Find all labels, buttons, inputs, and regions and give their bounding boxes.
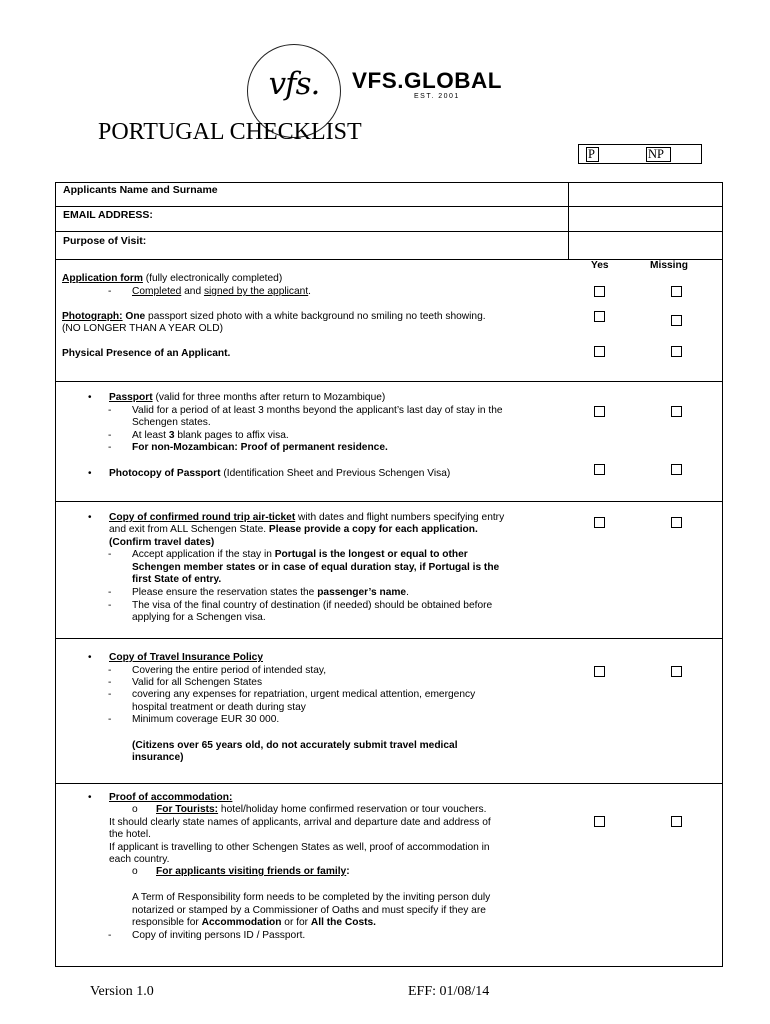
accommodation-line-2: It should clearly state names of applicants, arrival and departure date and address of	[109, 817, 491, 828]
insurance-dash-1: -	[108, 665, 112, 676]
ticket-final-visa-2: applying for a Schengen visa.	[132, 612, 266, 623]
application-yes-checkbox[interactable]	[594, 286, 605, 297]
footer-eff: EFF: 01/08/14	[408, 984, 490, 999]
friends-circle: o	[132, 866, 138, 877]
insurance-note-2: insurance)	[132, 752, 184, 763]
accommodation-dash: -	[108, 930, 112, 941]
ticket-condition-2: Schengen member states or in case of equal duration stay, if Portugal is the	[132, 562, 500, 573]
logo-brand: VFS.GLOBAL	[352, 68, 502, 93]
ticket-dash-2: -	[108, 587, 112, 598]
passport-residence: For non-Mozambican: Proof of permanent residence.	[132, 442, 388, 453]
photograph-item: Photograph: One passport sized photo with a white background no smiling no teeth showing.	[62, 311, 486, 322]
purpose-label: Purpose of Visit:	[63, 235, 147, 247]
status-np[interactable]: NP	[646, 147, 671, 162]
insurance-minimum: Minimum coverage EUR 30 000.	[132, 714, 280, 725]
photocopy-bullet: •	[88, 468, 92, 479]
applicant-name-label: Applicants Name and Surname	[63, 184, 218, 196]
accommodation-line-4: If applicant is travelling to other Schengen States as well, proof of accommodation in	[109, 842, 490, 853]
passport-missing-checkbox[interactable]	[671, 406, 682, 417]
ticket-missing-checkbox[interactable]	[671, 517, 682, 528]
term-line-2: notarized or stamped by a Commissioner of Oaths and must specify if they are	[132, 905, 486, 916]
insurance-validity: Valid for all Schengen States	[132, 677, 263, 688]
application-form-item: Application form (fully electronically completed)	[62, 273, 283, 284]
insurance-bullet: •	[88, 652, 92, 663]
ticket-condition-3: first State of entry.	[132, 574, 222, 585]
ticket-dash-1: -	[108, 549, 112, 560]
photocopy-item: Photocopy of Passport (Identification Sheet and Previous Schengen Visa)	[109, 468, 451, 479]
passport-validity: Valid for a period of at least 3 months beyond the applicant’s last day of stay in the	[132, 405, 503, 416]
tourists-line: For Tourists: hotel/holiday home confirmed reservation or tour vouchers.	[156, 804, 487, 815]
application-missing-checkbox[interactable]	[671, 286, 682, 297]
footer-version: Version 1.0	[90, 984, 154, 999]
presence-missing-checkbox[interactable]	[671, 346, 682, 357]
insurance-yes-checkbox[interactable]	[594, 666, 605, 677]
passport-validity-cont: Schengen states.	[132, 417, 211, 428]
status-p[interactable]: P	[586, 147, 599, 162]
presence-item: Physical Presence of an Applicant.	[62, 348, 231, 359]
ticket-confirm: (Confirm travel dates)	[109, 537, 215, 548]
status-box	[578, 144, 702, 164]
ticket-line-2: and exit from ALL Schengen State. Please provide a copy for each application.	[109, 524, 478, 535]
ticket-yes-checkbox[interactable]	[594, 517, 605, 528]
photocopy-yes-checkbox[interactable]	[594, 464, 605, 475]
photograph-missing-checkbox[interactable]	[671, 315, 682, 326]
presence-yes-checkbox[interactable]	[594, 346, 605, 357]
passport-item: Passport (valid for three months after return to Mozambique)	[109, 392, 386, 403]
inviting-id-line: Copy of inviting persons ID / Passport.	[132, 930, 306, 941]
column-yes: Yes	[591, 260, 609, 271]
insurance-missing-checkbox[interactable]	[671, 666, 682, 677]
ticket-item: Copy of confirmed round trip air-ticket with dates and flight numbers specifying entry	[109, 512, 505, 523]
page-title: PORTUGAL CHECKLIST	[98, 119, 362, 145]
passport-dash-2: -	[108, 430, 112, 441]
insurance-coverage: covering any expenses for repatriation, urgent medical attention, emergency	[132, 689, 476, 700]
insurance-dash-2: -	[108, 677, 112, 688]
ticket-dash-3: -	[108, 600, 112, 611]
photograph-note: (NO LONGER THAN A YEAR OLD)	[62, 323, 223, 334]
term-line-1: A Term of Responsibility form needs to be completed by the inviting person duly	[132, 892, 491, 903]
email-label: EMAIL ADDRESS:	[63, 209, 153, 221]
ticket-bullet: •	[88, 512, 92, 523]
accommodation-line-5: each country.	[109, 854, 170, 865]
accommodation-line-3: the hotel.	[109, 829, 151, 840]
insurance-note: (Citizens over 65 years old, do not accurately submit travel medical	[132, 740, 458, 751]
photocopy-missing-checkbox[interactable]	[671, 464, 682, 475]
insurance-period: Covering the entire period of intended stay,	[132, 665, 327, 676]
accommodation-missing-checkbox[interactable]	[671, 816, 682, 827]
accommodation-bullet: •	[88, 792, 92, 803]
accommodation-item: Proof of accommodation:	[109, 792, 233, 803]
insurance-item: Copy of Travel Insurance Policy	[109, 652, 263, 663]
insurance-dash-4: -	[108, 714, 112, 725]
application-form-dash: -	[108, 286, 112, 297]
logo-est: EST. 2001	[414, 93, 460, 100]
passport-bullet: •	[88, 392, 92, 403]
tourists-circle: o	[132, 804, 138, 815]
photograph-yes-checkbox[interactable]	[594, 311, 605, 322]
logo-mark: vfs.	[268, 66, 320, 102]
ticket-condition: Accept application if the stay in Portugal is the longest or equal to other	[132, 549, 468, 560]
insurance-coverage-2: hospital treatment or death during stay	[132, 702, 306, 713]
friends-line: For applicants visiting friends or family:	[156, 866, 350, 877]
term-line-3: responsible for Accommodation or for All the Costs.	[132, 917, 377, 928]
passport-dash-3: -	[108, 442, 112, 453]
insurance-dash-3: -	[108, 689, 112, 700]
accommodation-yes-checkbox[interactable]	[594, 816, 605, 827]
passport-dash-1: -	[108, 405, 112, 416]
passport-yes-checkbox[interactable]	[594, 406, 605, 417]
column-missing: Missing	[650, 260, 688, 271]
ticket-final-visa: The visa of the final country of destination (if needed) should be obtained before	[132, 600, 493, 611]
passport-blank-pages: At least 3 blank pages to affix visa.	[132, 430, 289, 441]
application-form-sub: Completed and signed by the applicant.	[132, 286, 312, 297]
ticket-name: Please ensure the reservation states the passenger’s name.	[132, 587, 409, 598]
